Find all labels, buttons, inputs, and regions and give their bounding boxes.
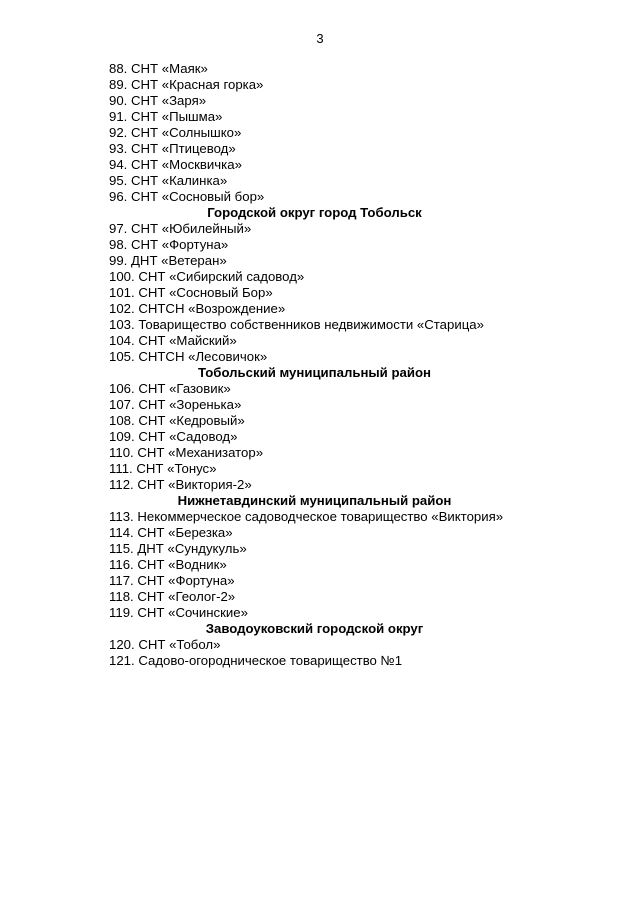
- section-heading-text: Городской округ город Тобольск: [207, 205, 422, 220]
- section-heading: [0, 365, 520, 381]
- list-item: 107. СНТ «Зоренька»: [109, 397, 242, 412]
- list-item: 120. СНТ «Тобол»: [109, 637, 221, 652]
- list-item: 91. СНТ «Пышма»: [109, 109, 223, 124]
- list-item: 92. СНТ «Солнышко»: [109, 125, 242, 140]
- list-item: 90. СНТ «Заря»: [109, 93, 207, 108]
- list-item: 117. СНТ «Фортуна»: [109, 573, 235, 588]
- list-item: 121. Садово-огородническое товарищество №1: [109, 653, 403, 668]
- list-item: 94. СНТ «Москвичка»: [109, 157, 242, 172]
- list-item: 114. СНТ «Березка»: [109, 525, 233, 540]
- list-item: 89. СНТ «Красная горка»: [109, 77, 264, 92]
- list-item: 113. Некоммерческое садоводческое товарищество «Виктория»: [109, 509, 504, 524]
- list-item: 88. СНТ «Маяк»: [109, 61, 208, 76]
- list-item: 101. СНТ «Сосновый Бор»: [109, 285, 273, 300]
- list-item: 96. СНТ «Сосновый бор»: [109, 189, 265, 204]
- list-item: 111. СНТ «Тонус»: [109, 461, 217, 476]
- list-item: 108. СНТ «Кедровый»: [109, 413, 245, 428]
- list-item: 95. СНТ «Калинка»: [109, 173, 228, 188]
- section-heading: [0, 205, 520, 221]
- list-item: 115. ДНТ «Сундукуль»: [109, 541, 247, 556]
- section-heading: [0, 621, 520, 637]
- section-heading-text: Тобольский муниципальный район: [198, 365, 431, 380]
- list-item: 93. СНТ «Птицевод»: [109, 141, 236, 156]
- list-item: 103. Товарищество собственников недвижимости «Старица»: [109, 317, 484, 332]
- list-item: 104. СНТ «Майский»: [109, 333, 237, 348]
- list-item: 110. СНТ «Механизатор»: [109, 445, 264, 460]
- list-item: 109. СНТ «Садовод»: [109, 429, 238, 444]
- list-item: 116. СНТ «Водник»: [109, 557, 227, 572]
- document-body: [109, 61, 539, 669]
- list-item: 105. СНТСН «Лесовичок»: [109, 349, 268, 364]
- section-heading-text: Нижнетавдинский муниципальный район: [177, 493, 452, 508]
- list-item: 97. СНТ «Юбилейный»: [109, 221, 252, 236]
- list-item: 118. СНТ «Геолог-2»: [109, 589, 236, 604]
- list-item: 119. СНТ «Сочинские»: [109, 605, 248, 620]
- section-heading-text: Заводоуковский городской округ: [205, 621, 424, 636]
- list-item: 99. ДНТ «Ветеран»: [109, 253, 227, 268]
- list-item: 98. СНТ «Фортуна»: [109, 237, 229, 252]
- page-number: 3: [316, 31, 324, 46]
- list-item: 100. СНТ «Сибирский садовод»: [109, 269, 305, 284]
- list-item: 102. СНТСН «Возрождение»: [109, 301, 286, 316]
- section-heading: [0, 493, 520, 509]
- list-item: 112. СНТ «Виктория-2»: [109, 477, 252, 492]
- list-item: 106. СНТ «Газовик»: [109, 381, 231, 396]
